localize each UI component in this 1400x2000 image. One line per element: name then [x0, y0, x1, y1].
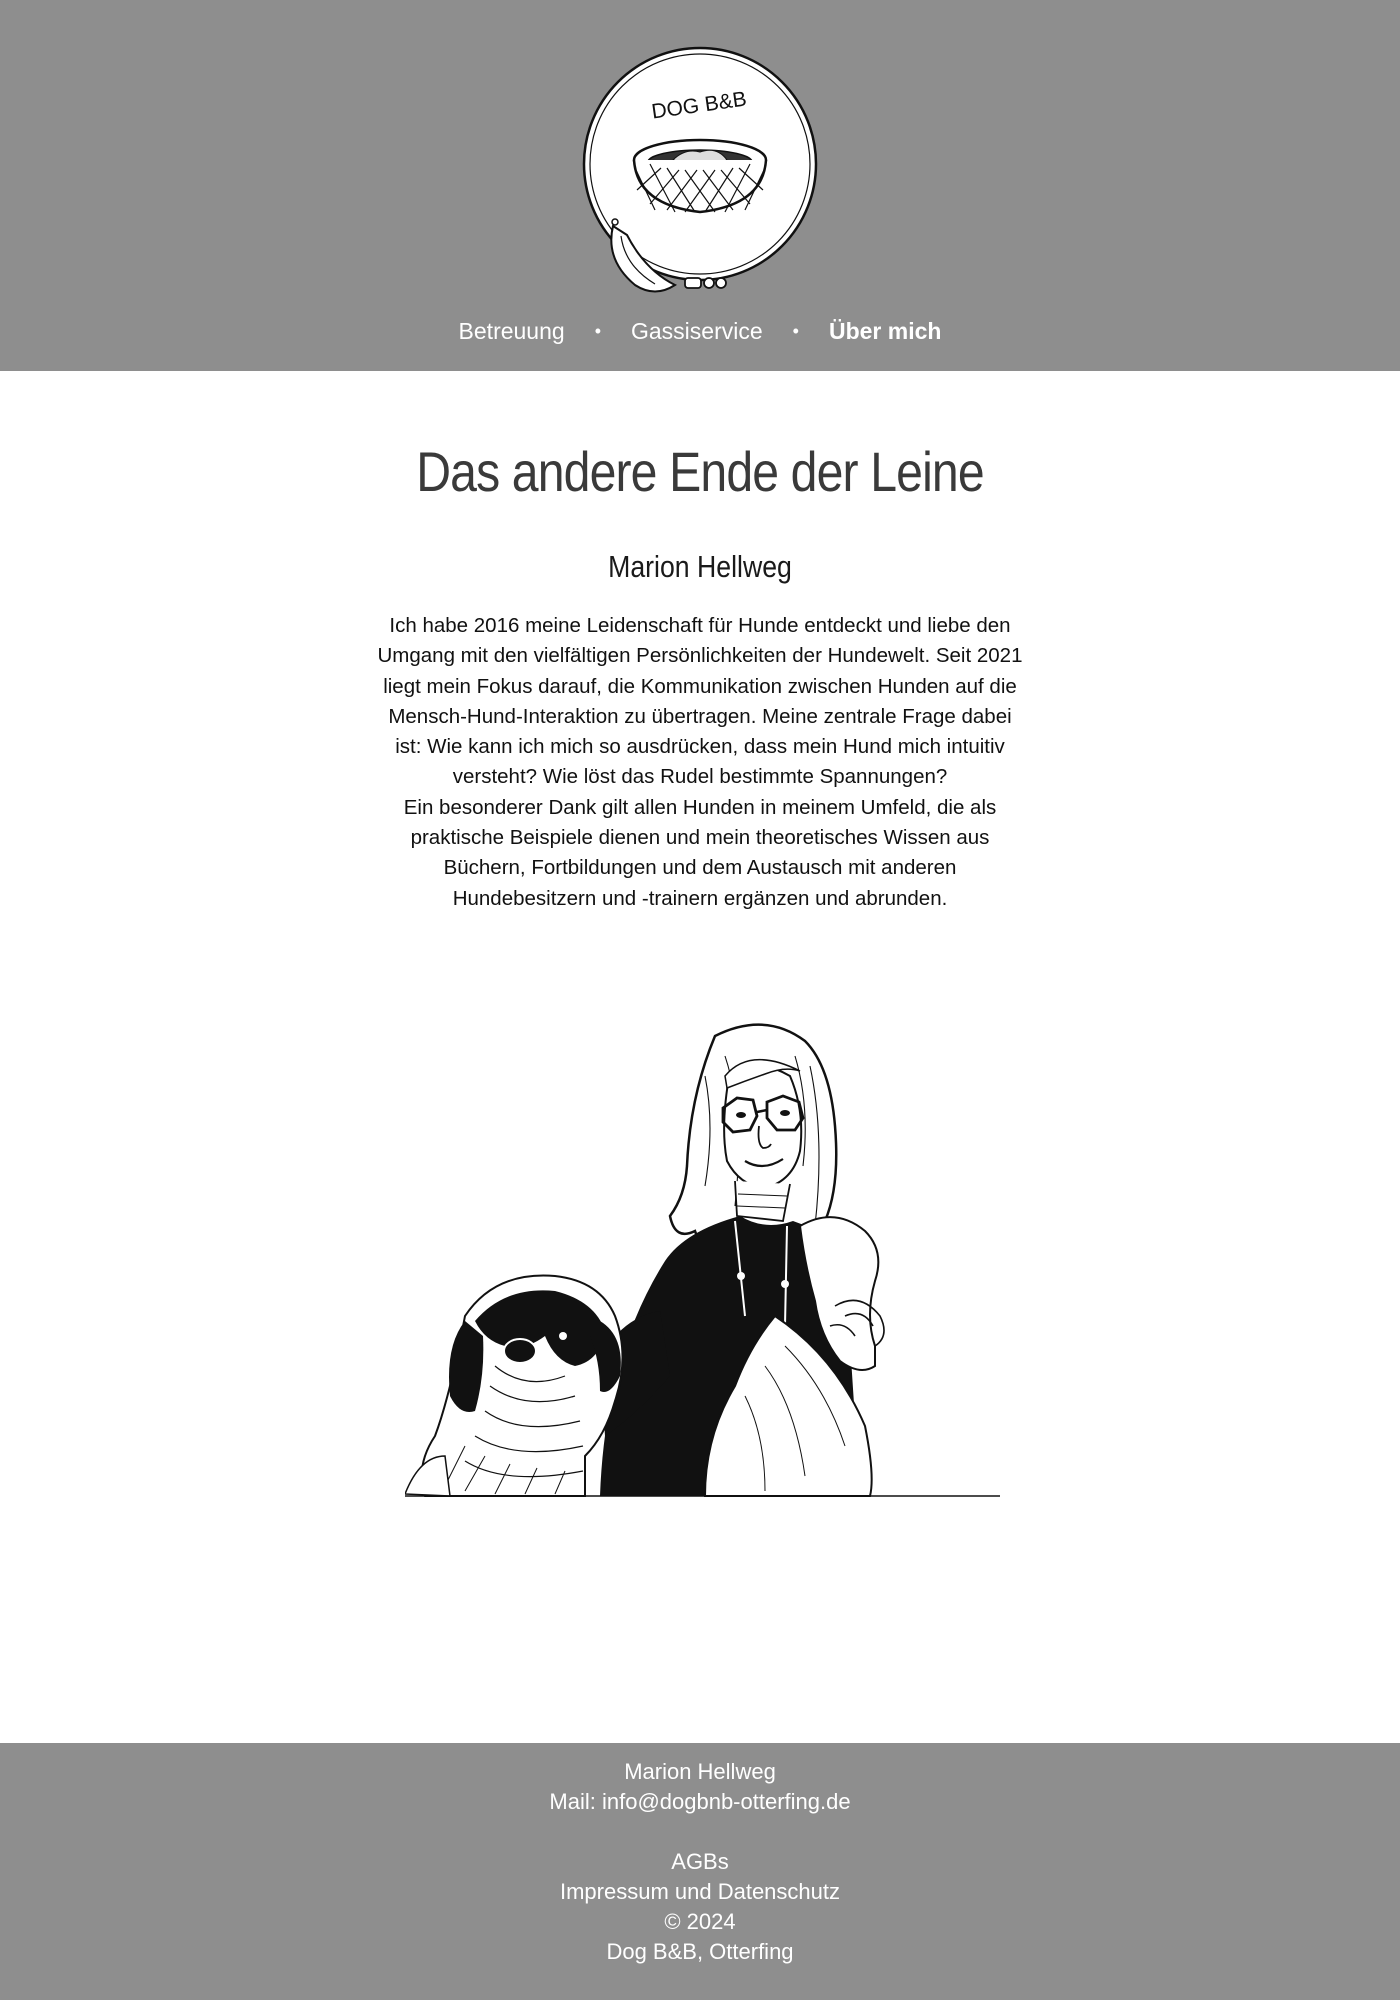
- footer-mail[interactable]: Mail: info@dogbnb-otterfing.de: [549, 1789, 851, 1814]
- footer-company: Dog B&B, Otterfing: [606, 1939, 794, 1964]
- page-title: Das andere Ende der Leine: [416, 440, 984, 503]
- nav-separator: •: [594, 320, 601, 341]
- bio-line: Büchern, Fortbildungen und dem Austausch mit anderen: [443, 856, 957, 880]
- footer-name: Marion Hellweg: [624, 1759, 776, 1784]
- dog-bnb-logo[interactable]: [575, 40, 825, 302]
- bio-line: versteht? Wie löst das Rudel bestimmte Spannungen?: [452, 765, 948, 789]
- main-content: [0, 371, 1400, 1743]
- bio-line: ist: Wie kann ich mich so ausdrücken, dass mein Hund mich intuitiv: [395, 735, 1005, 759]
- main-nav: [0, 310, 1400, 352]
- footer-copyright: © 2024: [664, 1909, 736, 1934]
- portrait-illustration: [405, 1016, 1000, 1512]
- nav-link-betreuung[interactable]: Betreuung: [458, 317, 565, 344]
- site-header: [0, 0, 1400, 371]
- footer-link-agb[interactable]: AGBs: [671, 1849, 729, 1874]
- bio-line: Ich habe 2016 meine Leidenschaft für Hunde entdeckt und liebe den: [389, 614, 1011, 637]
- bio-line: Umgang mit den vielfältigen Persönlichkeiten der Hundewelt. Seit 2021: [377, 644, 1023, 668]
- nav-link-ueber-mich[interactable]: Über mich: [828, 317, 942, 344]
- bio-line: Ein besonderer Dank gilt allen Hunden in meinem Umfeld, die als: [403, 795, 997, 819]
- logo-text: DOG B&B: [650, 87, 749, 124]
- bio-line: praktische Beispiele dienen und mein theoretisches Wissen aus: [410, 826, 990, 850]
- bio-line: Hundebesitzern und -trainern ergänzen und abrunden.: [452, 886, 948, 910]
- bio-line: Mensch-Hund-Interaktion zu übertragen. Meine zentrale Frage dabei: [388, 704, 1012, 728]
- bio-text: [340, 611, 1060, 914]
- site-footer: [0, 1743, 1400, 2000]
- bio-line: liegt mein Fokus darauf, die Kommunikation zwischen Hunden auf die: [383, 674, 1017, 698]
- footer-link-impressum[interactable]: Impressum und Datenschutz: [559, 1879, 841, 1904]
- nav-separator: •: [792, 320, 799, 341]
- page-subtitle: Marion Hellweg: [608, 549, 792, 584]
- nav-link-gassiservice[interactable]: Gassiservice: [631, 317, 763, 344]
